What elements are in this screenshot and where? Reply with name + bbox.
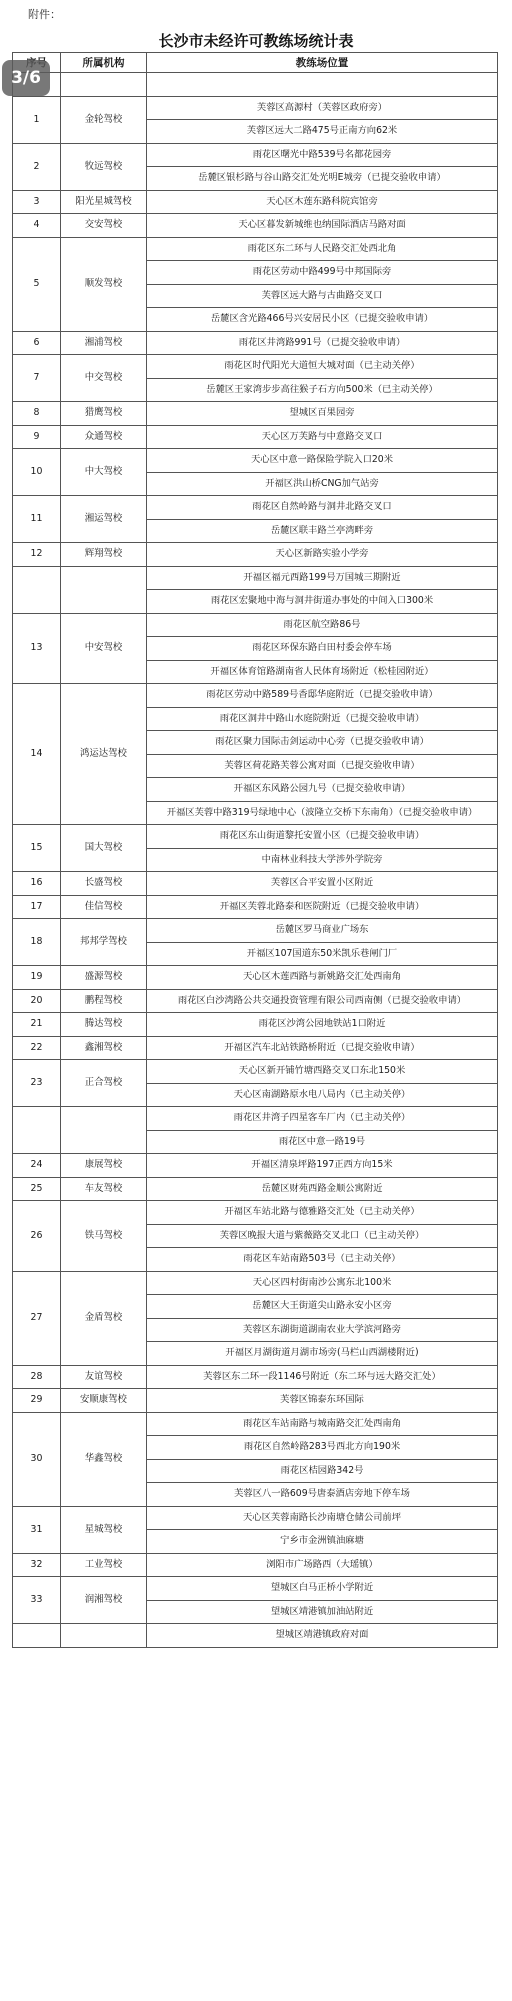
row-location: 雨花区自然岭路与洞井北路交叉口 [147, 496, 498, 520]
row-location: 雨花区白沙湾路公共交通投资管理有限公司西南侧（已提交验收申请） [147, 989, 498, 1013]
table-row [13, 1365, 498, 1389]
row-location: 芙蓉区远大路与古曲路交叉口 [147, 284, 498, 308]
row-location: 望城区百果园旁 [147, 402, 498, 426]
row-location: 雨花区聚力国际击剑运动中心旁（已提交验收申请） [147, 731, 498, 755]
row-location: 开福区体育馆路湖南省人民体育场附近（松桂园附近） [147, 660, 498, 684]
row-location: 雨花区沙湾公园地铁站1口附近 [147, 1013, 498, 1037]
row-location: 开福区福元西路199号万国城三期附近 [147, 566, 498, 590]
row-school: 众通驾校 [61, 425, 147, 449]
row-location: 天心区新路实验小学旁 [147, 543, 498, 567]
row-school: 佳信驾校 [61, 895, 147, 919]
row-school: 鸿运达驾校 [61, 684, 147, 825]
table-row [13, 73, 498, 97]
row-location: 开福区汽车北站铁路桥附近（已提交验收申请） [147, 1036, 498, 1060]
row-school: 阳光星城驾校 [61, 190, 147, 214]
row-index: 26 [13, 1201, 61, 1272]
row-index: 15 [13, 825, 61, 872]
row-location: 雨花区环保东路白田村委会停车场 [147, 637, 498, 661]
row-school: 长盛驾校 [61, 872, 147, 896]
row-location: 雨花区东山街道黎托安置小区（已提交验收申请） [147, 825, 498, 849]
row-school: 盛源驾校 [61, 966, 147, 990]
table-row [13, 496, 498, 520]
row-location: 开福区东风路公园九号（已提交验收申请） [147, 778, 498, 802]
table-row [13, 237, 498, 261]
row-index: 7 [13, 355, 61, 402]
row-school: 腾达驾校 [61, 1013, 147, 1037]
row-location: 雨花区劳动中路589号香邸华庭附近（已提交验收申请） [147, 684, 498, 708]
row-location: 开福区芙蓉北路泰和医院附近（已提交验收申请） [147, 895, 498, 919]
table-body [13, 73, 498, 1648]
page-title: 长沙市未经许可教练场统计表 [158, 32, 354, 50]
row-index: 24 [13, 1154, 61, 1178]
table-row [13, 1506, 498, 1530]
row-school: 工业驾校 [61, 1553, 147, 1577]
row-location: 天心区芙蓉南路长沙南塘仓储公司前坪 [147, 1506, 498, 1530]
row-index: 3 [13, 190, 61, 214]
row-index: 12 [13, 543, 61, 567]
table-row [13, 895, 498, 919]
row-index: 25 [13, 1177, 61, 1201]
row-location: 开福区车站北路与德雅路交汇处（已主动关停） [147, 1201, 498, 1225]
row-location: 雨花区宏聚地中海与洞井街道办事处的中间入口300米 [147, 590, 498, 614]
table-row [13, 190, 498, 214]
row-location: 天心区中意一路保险学院入口20米 [147, 449, 498, 473]
row-index: 32 [13, 1553, 61, 1577]
row-location: 雨花区井湾路991号（已提交验收申请） [147, 331, 498, 355]
row-index: 27 [13, 1271, 61, 1365]
row-index: 18 [13, 919, 61, 966]
row-location: 开福区洪山桥CNG加气站旁 [147, 472, 498, 496]
row-location: 雨花区井湾子四星客车厂内（已主动关停） [147, 1107, 498, 1131]
table-row [13, 543, 498, 567]
row-location: 天心区木莲西路与新姚路交汇处西南角 [147, 966, 498, 990]
row-school: 星城驾校 [61, 1506, 147, 1553]
row-index: 19 [13, 966, 61, 990]
row-index [13, 1107, 61, 1154]
row-location: 天心区万芙路与中意路交叉口 [147, 425, 498, 449]
row-index: 13 [13, 613, 61, 684]
row-school: 辉翔驾校 [61, 543, 147, 567]
row-location: 雨花区中意一路19号 [147, 1130, 498, 1154]
row-school: 国大驾校 [61, 825, 147, 872]
row-index: 4 [13, 214, 61, 238]
table-row [13, 919, 498, 943]
row-school: 鹏程驾校 [61, 989, 147, 1013]
row-school: 正合驾校 [61, 1060, 147, 1107]
row-location [147, 73, 498, 97]
row-index: 2 [13, 143, 61, 190]
table-row [13, 1577, 498, 1601]
row-index: 31 [13, 1506, 61, 1553]
table-row [13, 1201, 498, 1225]
row-index: 6 [13, 331, 61, 355]
row-location: 岳麓区含光路466号兴安居民小区（已提交验收申请） [147, 308, 498, 332]
row-location: 雨花区劳动中路499号中邦国际旁 [147, 261, 498, 285]
row-school: 猎鹰驾校 [61, 402, 147, 426]
row-index: 23 [13, 1060, 61, 1107]
table-row [13, 966, 498, 990]
row-location: 岳麓区财苑西路金顺公寓附近 [147, 1177, 498, 1201]
table-row [13, 1389, 498, 1413]
table-row [13, 331, 498, 355]
row-index: 30 [13, 1412, 61, 1506]
table-row [13, 355, 498, 379]
table-row [13, 1271, 498, 1295]
row-location: 芙蓉区荷花路芙蓉公寓对面（已提交验收申请） [147, 754, 498, 778]
row-index: 28 [13, 1365, 61, 1389]
table-row [13, 825, 498, 849]
row-index: 33 [13, 1577, 61, 1624]
row-index: 14 [13, 684, 61, 825]
row-location: 岳麓区大王街道尖山路永安小区旁 [147, 1295, 498, 1319]
row-location: 望城区靖港镇加油站附近 [147, 1600, 498, 1624]
row-location: 开福区107国道东50米凯乐巷闸门厂 [147, 942, 498, 966]
row-school [61, 566, 147, 613]
row-location: 雨花区曙光中路539号名都花园旁 [147, 143, 498, 167]
table-row [13, 96, 498, 120]
row-location: 浏阳市广场路西（大瑶镇） [147, 1553, 498, 1577]
row-index: 20 [13, 989, 61, 1013]
row-location: 雨花区洞井中路山水庭院附近（已提交验收申请） [147, 707, 498, 731]
attachment-label: 附件： [28, 8, 61, 21]
row-location: 雨花区自然岭路283号西北方向190米 [147, 1436, 498, 1460]
row-school: 康展驾校 [61, 1154, 147, 1178]
row-location: 芙蓉区东湖街道湖南农业大学滨河路旁 [147, 1318, 498, 1342]
row-index: 9 [13, 425, 61, 449]
row-location: 雨花区时代阳光大道恒大城对面（已主动关停） [147, 355, 498, 379]
row-location: 中南林业科技大学涉外学院旁 [147, 848, 498, 872]
table-row [13, 613, 498, 637]
row-school: 中安驾校 [61, 613, 147, 684]
row-school: 湘浦驾校 [61, 331, 147, 355]
table-row [13, 566, 498, 590]
table-row [13, 1060, 498, 1084]
row-location: 开福区月湖街道月湖市场旁(马栏山西湖楼附近) [147, 1342, 498, 1366]
row-school [61, 1107, 147, 1154]
row-location: 雨花区车站南路503号（已主动关停） [147, 1248, 498, 1272]
row-location: 芙蓉区合平安置小区附近 [147, 872, 498, 896]
row-index: 17 [13, 895, 61, 919]
table-row [13, 143, 498, 167]
row-location: 天心区暮发新城维也纳国际酒店马路对面 [147, 214, 498, 238]
row-school: 中交驾校 [61, 355, 147, 402]
table-row [13, 425, 498, 449]
row-location: 天心区南湖路原水电八局内（已主动关停） [147, 1083, 498, 1107]
row-school: 鑫湘驾校 [61, 1036, 147, 1060]
row-index: 5 [13, 237, 61, 331]
row-location: 天心区新开铺竹塘西路交叉口东北150米 [147, 1060, 498, 1084]
table-row [13, 1013, 498, 1037]
row-index [13, 1624, 61, 1648]
row-school: 铁马驾校 [61, 1201, 147, 1272]
table-row [13, 684, 498, 708]
row-index: 11 [13, 496, 61, 543]
table-row [13, 1624, 498, 1648]
table-row [13, 449, 498, 473]
row-location: 岳麓区银杉路与谷山路交汇处光明E城旁（已提交验收申请） [147, 167, 498, 191]
header-location: 教练场位置 [147, 53, 498, 73]
row-school: 金盾驾校 [61, 1271, 147, 1365]
table-row [13, 1036, 498, 1060]
table-row [13, 214, 498, 238]
row-location: 岳麓区罗马商业广场东 [147, 919, 498, 943]
row-location: 天心区木莲东路科院宾馆旁 [147, 190, 498, 214]
row-location: 芙蓉区晚报大道与紫薇路交叉北口（已主动关停） [147, 1224, 498, 1248]
table-row [13, 989, 498, 1013]
row-location: 开福区清泉坪路197正西方向15米 [147, 1154, 498, 1178]
row-location: 开福区芙蓉中路319号绿地中心（波隆立交桥下东南角）（已提交验收申请） [147, 801, 498, 825]
row-school: 车友驾校 [61, 1177, 147, 1201]
table-row [13, 1553, 498, 1577]
row-index: 8 [13, 402, 61, 426]
row-index: 22 [13, 1036, 61, 1060]
row-school: 友谊驾校 [61, 1365, 147, 1389]
row-index: 29 [13, 1389, 61, 1413]
row-index: 16 [13, 872, 61, 896]
row-school: 湘运驾校 [61, 496, 147, 543]
row-location: 望城区白马正桥小学附近 [147, 1577, 498, 1601]
table-row [13, 1107, 498, 1131]
row-school: 华鑫驾校 [61, 1412, 147, 1506]
header-school: 所属机构 [61, 53, 147, 73]
page-indicator: 3/6 [2, 60, 50, 96]
row-index [13, 566, 61, 613]
row-location: 雨花区车站南路与城南路交汇处西南角 [147, 1412, 498, 1436]
row-school: 交安驾校 [61, 214, 147, 238]
row-location: 雨花区桔园路342号 [147, 1459, 498, 1483]
table-row [13, 1412, 498, 1436]
row-school: 润湘驾校 [61, 1577, 147, 1624]
table-row [13, 1154, 498, 1178]
table-row [13, 1177, 498, 1201]
row-location: 芙蓉区高源村（芙蓉区政府旁） [147, 96, 498, 120]
row-location: 芙蓉区远大二路475号正南方向62米 [147, 120, 498, 144]
row-school: 安顺康驾校 [61, 1389, 147, 1413]
row-school [61, 1624, 147, 1648]
row-location: 岳麓区王家湾步步高往猴子石方向500米（已主动关停） [147, 378, 498, 402]
row-index: 1 [13, 96, 61, 143]
row-school: 金轮驾校 [61, 96, 147, 143]
table-row [13, 402, 498, 426]
row-location: 望城区靖港镇政府对面 [147, 1624, 498, 1648]
table-header-row [13, 53, 498, 73]
row-school: 邦邦学驾校 [61, 919, 147, 966]
table-row [13, 872, 498, 896]
row-location: 雨花区东二环与人民路交汇处西北角 [147, 237, 498, 261]
row-location: 雨花区航空路86号 [147, 613, 498, 637]
row-school: 中大驾校 [61, 449, 147, 496]
row-index: 21 [13, 1013, 61, 1037]
row-location: 岳麓区联丰路兰亭湾畔旁 [147, 519, 498, 543]
driving-school-table [12, 52, 498, 1648]
row-school: 顺发驾校 [61, 237, 147, 331]
row-school [61, 73, 147, 97]
row-location: 芙蓉区锦泰东环国际 [147, 1389, 498, 1413]
row-location: 天心区四村街南沙公寓东北100米 [147, 1271, 498, 1295]
row-school: 牧远驾校 [61, 143, 147, 190]
row-location: 芙蓉区八一路609号唐泰酒店旁地下停车场 [147, 1483, 498, 1507]
row-location: 芙蓉区东二环一段1146号附近（东二环与远大路交汇处） [147, 1365, 498, 1389]
row-location: 宁乡市金洲镇油麻塘 [147, 1530, 498, 1554]
row-index: 10 [13, 449, 61, 496]
